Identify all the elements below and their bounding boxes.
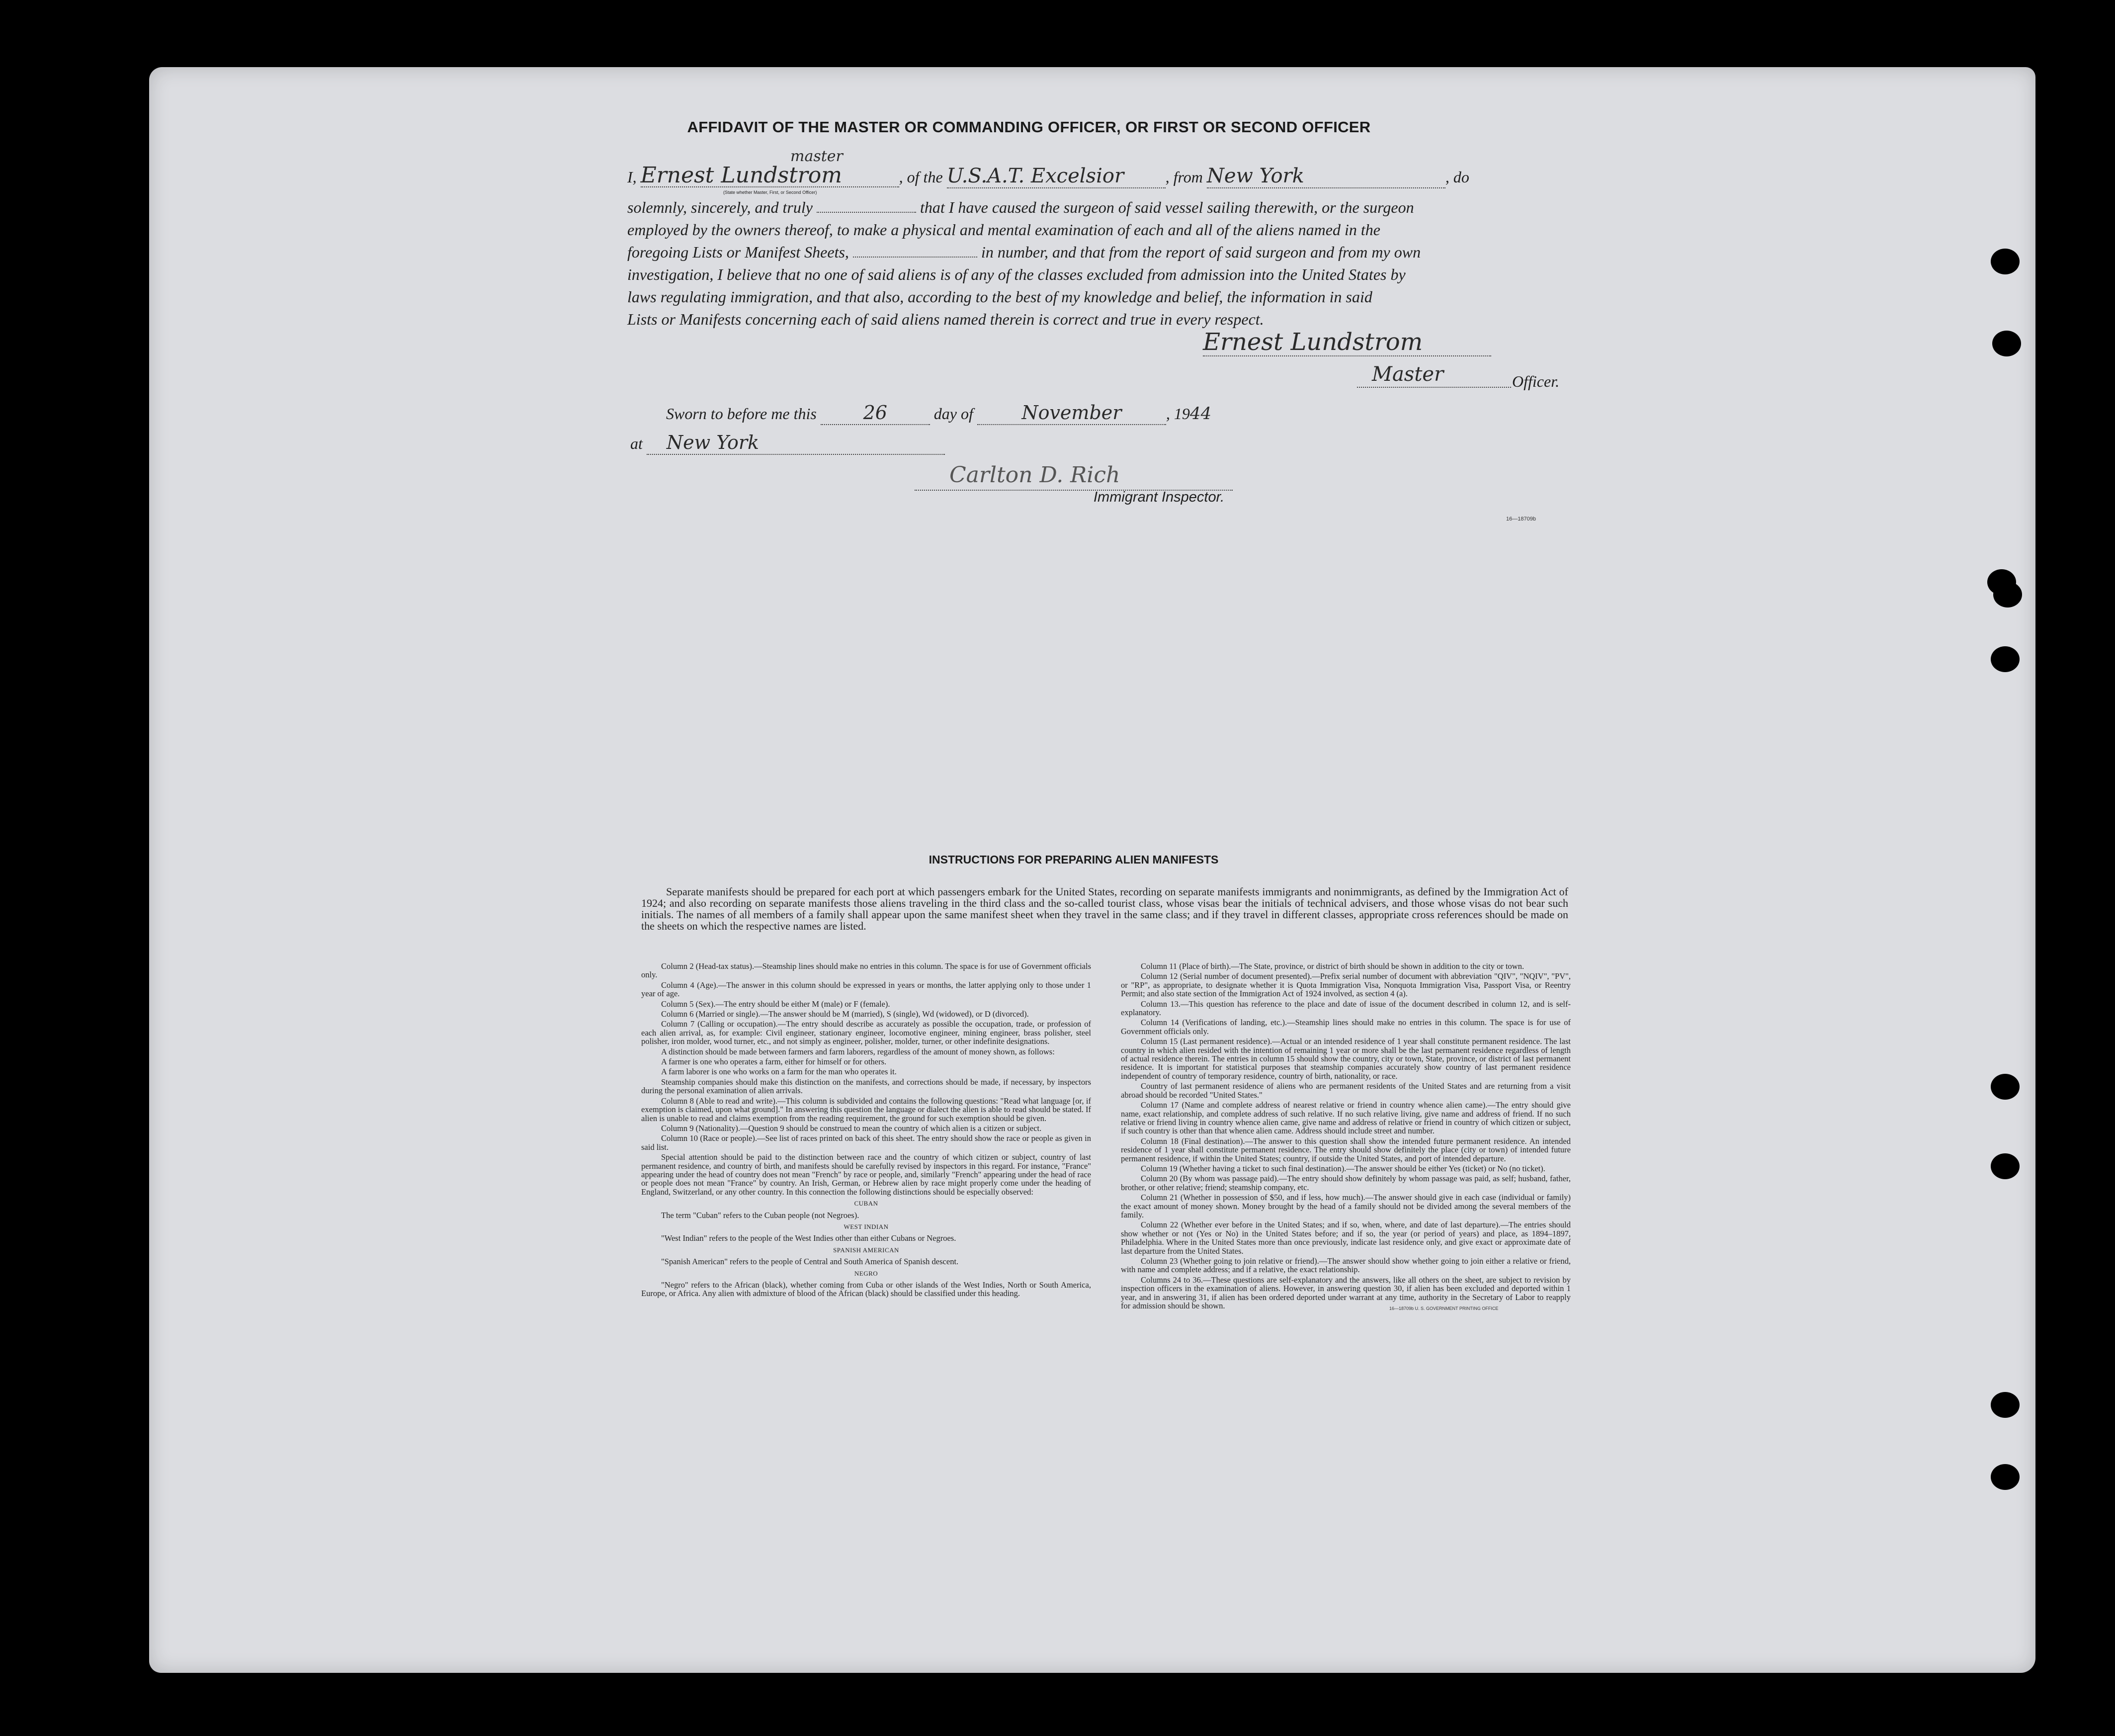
officer-title-handwritten: master (790, 148, 843, 165)
officer-line (1357, 387, 1511, 388)
instruction-paragraph: Column 12 (Serial number of document presented).—Prefix serial number of document with abbreviation "QIV", "NQIV", "PV", or "RP", as appropriate, to designate whether it is Quota Immigration Visa, Nonquota Immigration Visa, Passport Visa, or Reentry Permit; and also state section of the Immigration Act of 1924 involved, as section 4 (a). (1121, 971, 1571, 999)
punch-hole (1991, 1392, 2020, 1418)
cuban-definition: The term "Cuban" refers to the Cuban people (not Negroes). (661, 1210, 859, 1220)
instructions-left-column (641, 962, 1091, 1300)
blank-field (817, 212, 916, 213)
signature-title-handwritten: Master (1372, 363, 1444, 386)
instruction-paragraph: Column 14 (Verifications of landing, etc.).—Steamship lines should make no entries in this column. The space is for use of Government officials only. (1121, 1018, 1571, 1036)
west-indian-heading: WEST INDIAN (844, 1222, 889, 1230)
instruction-paragraph: Column 5 (Sex).—The entry should be either M (male) or F (female). (661, 999, 890, 1009)
instruction-paragraph: Column 20 (By whom was passage paid).—The entry should show definitely by whom passage was paid, as self; husband, father, brother, or other relative; friend; steamship company, etc. (1121, 1174, 1571, 1192)
instruction-paragraph: Column 13.—This question has reference to the place and date of issue of the document described in column 12, and is self-explanatory. (1121, 999, 1571, 1018)
sworn-day-field: 26 (821, 402, 930, 425)
punch-hole (1991, 1153, 2020, 1179)
vessel-name-field: U.S.A.T. Excelsior (947, 165, 1166, 188)
printing-office-footer: 16—18709b U. S. GOVERNMENT PRINTING OFFICE (1389, 1306, 1499, 1311)
negro-definition: "Negro" refers to the African (black), whether coming from Cuba or other islands of the West Indies, North or South America, Europe, or Africa. Any alien with admixture of blood of the African (black) should be classified under this heading. (641, 1280, 1091, 1299)
spanish-american-definition: "Spanish American" refers to the people of Central and South America of Spanish descent. (661, 1257, 959, 1267)
affidavit-title: AFFIDAVIT OF THE MASTER OR COMMANDING OFFICER, OR FIRST OR SECOND OFFICER (687, 118, 1371, 136)
signature-line (1203, 355, 1491, 356)
instruction-paragraph: Column 7 (Calling or occupation).—The entry should describe as accurately as possible the occupation, trade, or profession of each alien arrival, as, for example: Civil engineer, stationary engineer, locomotive engineer, mining engineer, brass polisher, steel polisher, iron molder, wood turner, etc., and not simply as engineer, polisher, molder, turner, or other indefinite designations. (641, 1019, 1091, 1046)
instruction-paragraph: Columns 24 to 36.—These questions are self-explanatory and the answers, like all others on the sheet, are subject to revision by inspection officers in the examination of aliens. However, in answering question 30, if alien has been excluded and deported within 1 year, and in answering 31, if alien has been ordered deported under warrant at any time, authority in the Secretary of Labor to reapply for admission should be shown. (1121, 1275, 1571, 1311)
sworn-label: Sworn to before me this (666, 405, 817, 423)
line2b: that I have caused the surgeon of said vessel sailing therewith, or the surgeon (920, 198, 1414, 216)
inspector-label: Immigrant Inspector. (1094, 489, 1225, 505)
affidavit-line-3: employed by the owners thereof, to make a physical and mental examination of each and all of the aliens named in the (627, 221, 1380, 239)
instruction-paragraph: Column 19 (Whether having a ticket to such final destination).—The answer should be either Yes (ticket) or No (no ticket). (1141, 1163, 1545, 1173)
instructions-title: INSTRUCTIONS FOR PREPARING ALIEN MANIFESTS (929, 853, 1219, 866)
instruction-paragraph: Column 8 (Able to read and write).—This column is subdivided and contains the following questions: "Read what language [or, if exemption is claimed, upon what ground]." In answering this question the language or dialect the alien is able to read should be stated. If alien is unable to read and claims exemption from the reading requirement, the ground for such exemption should be given. (641, 1096, 1091, 1123)
instructions-right-column (1121, 962, 1571, 1320)
affidavit-line-7: Lists or Manifests concerning each of said aliens named therein is correct and true in every respect. (627, 310, 1264, 328)
affidavit-line-4 (627, 241, 1421, 263)
affidavit-line-1 (627, 164, 1572, 188)
punch-hole (1992, 331, 2021, 356)
instructions-intro: Separate manifests should be prepared for each port at which passengers embark for the United States, recording on separate manifests immigrants and nonimmigrants, as defined by the Immigration Act of 1924; and also recording on separate manifests those aliens traveling in the third class and the so-called tourist class, whose visas bear the initials of technical advisers, and those whose visas do not bear such initials. The names of all members of a family shall appear upon the same manifest sheet when they travel in the same class; and if they travel in different classes, appropriate cross references should be made on the sheets on which the respective names are listed. (641, 885, 1568, 932)
instruction-paragraph: A farm laborer is one who works on a farm for the man who operates it. (661, 1067, 897, 1077)
affidavit-line-2 (627, 196, 1414, 219)
affidavit-line-5: investigation, I believe that no one of said aliens is of any of the classes excluded from admission into the United States by (627, 265, 1406, 283)
instruction-paragraph: A distinction should be made between farmers and farm laborers, regardless of the amount of money shown, as follows: (661, 1046, 1055, 1056)
from-label: , from (1165, 168, 1203, 186)
instruction-paragraph: Column 11 (Place of birth).—The State, province, or district of birth should be shown in addition to the city or town. (1141, 961, 1524, 971)
departure-port-field: New York (1207, 165, 1445, 188)
instruction-paragraph: Column 22 (Whether ever before in the United States; and if so, when, where, and date of last departure).—The entries should show whether or not (Yes or No) in the United States before; and if so, the year (or period of years) and place, as 1894–1897, Philadelphia. Where in the United States more than once previously, indicate last residence only, and give exact or approximate date of last departure from the United States. (1121, 1220, 1571, 1256)
instruction-paragraph: Special attention should be paid to the distinction between race and the country of which citizen or subject, country of last permanent residence, and country of birth, and manifests should be carefully revised by inspectors in this regard. For instance, "France" appearing under the head of country does not mean "French" by race or people, and, similarly "French" appearing under the head of race or people does not mean "France" by country. An Irish, German, or Hebrew alien by race might properly come under the heading of England, Switzerland, or any other country. In this connection the following distinctions should be especially observed: (641, 1152, 1091, 1197)
instruction-paragraph: Column 4 (Age).—The answer in this column should be expressed in years or months, the latter applying only to those under 1 year of age. (641, 980, 1091, 999)
instruction-paragraph: Column 15 (Last permanent residence).—Actual or an intended residence of 1 year shall constitute permanent residence. The last country in which alien resided with the intention of remaining 1 year or more shall be the last permanent residence regardless of length of actual residence therein. The entries in column 15 should show the country, city or town, State, province, or district of last permanent residence. It is important for statistical purposes that steamship companies accurately show country of last permanent residence independent of country of temporary residence, country of birth, nationality, or race. (1121, 1037, 1571, 1081)
spanish-american-heading: SPANISH AMERICAN (833, 1246, 899, 1254)
instruction-paragraph: Column 2 (Head-tax status).—Steamship lines should make no entries in this column. The space is for use of Government officials only. (641, 961, 1091, 980)
punch-hole (1991, 1464, 2020, 1490)
officer-label: Officer. (1512, 372, 1560, 390)
sworn-line (666, 402, 1211, 425)
master-signature: Ernest Lundstrom (1203, 328, 1423, 356)
instruction-paragraph: Column 17 (Name and complete address of nearest relative or friend in country whence alien came).—The entry should give name, exact relationship, and complete address of such relative. If no such relative living, give name and address of friend. If no such relative or friend living in country whence alien came, give name and address of relative or friend in country of which citizen or subject, if such country is other than that whence alien came. Address should include street and number. (1121, 1100, 1571, 1136)
at-line (630, 432, 945, 455)
instruction-paragraph: Column 9 (Nationality).—Question 9 should be construed to mean the country of which alien is a citizen or subject. (661, 1123, 1042, 1133)
line4a: foregoing Lists or Manifest Sheets, (627, 243, 849, 261)
officer-name-field: Ernest Lundstrom (641, 164, 899, 187)
line2a: solemnly, sincerely, and truly (627, 198, 813, 216)
instruction-paragraph: Column 21 (Whether in possession of $50, and if less, how much).—The answer should give in each case (individual or family) the exact amount of money shown. Money brought by the head of a family should not be divided among the several members of the family. (1121, 1193, 1571, 1219)
day-of-label: day of (933, 405, 973, 423)
of-the-label: , of the (899, 168, 943, 186)
west-indian-definition: "West Indian" refers to the people of the West Indies other than either Cubans or Negroes. (661, 1233, 956, 1243)
number-of-aliens-field (853, 257, 977, 258)
line4b: in number, and that from the report of said surgeon and from my own (981, 243, 1421, 261)
inspector-signature: Carlton D. Rich (949, 462, 1120, 488)
instruction-paragraph: Column 23 (Whether going to join relative or friend).—The answer should show whether going to join either a relative or friend, with name and complete address; and if a relative, the exact relationship. (1121, 1256, 1571, 1275)
instruction-paragraph: Country of last permanent residence of aliens who are permanent residents of the United States and are returning from a visit abroad should be recorded "United States." (1121, 1081, 1571, 1100)
instruction-paragraph: Column 18 (Final destination).—The answer to this question shall show the intended future permanent residence. An intended residence of 1 year shall constitute permanent residence. The entry should show definitely the place (city or town) of intended future permanent residence, if within the United States; country, if outside the United States, and port of intended departure. (1121, 1136, 1571, 1163)
instruction-paragraph: Column 6 (Married or single).—The answer should be M (married), S (single), Wd (widowed), or D (divorced). (661, 1009, 1029, 1019)
at-label: at (630, 434, 643, 452)
sworn-place-field: New York (647, 432, 945, 455)
do-label: , do (1445, 168, 1469, 186)
year-prefix: , 19 (1166, 405, 1190, 423)
sworn-month-field: November (977, 402, 1166, 425)
state-whether-note: (State whether Master, First, or Second Officer) (723, 190, 817, 195)
year-suffix: 44 (1189, 404, 1212, 424)
punch-hole (1993, 582, 2022, 608)
negro-heading: NEGRO (854, 1269, 878, 1277)
punch-hole (1991, 646, 2020, 672)
punch-hole (1991, 249, 2020, 274)
punch-hole (1991, 1074, 2020, 1100)
affidavit-line-6: laws regulating immigration, and that also, according to the best of my knowledge and belief, the information in said (627, 288, 1372, 306)
cuban-heading: CUBAN (854, 1200, 878, 1208)
form-number: 16—18709b (1506, 516, 1536, 522)
instruction-paragraph: Column 10 (Race or people).—See list of races printed on back of this sheet. The entry should show the race or people as given in said list. (641, 1133, 1091, 1152)
instruction-paragraph: A farmer is one who operates a farm, either for himself or for others. (661, 1057, 887, 1067)
i-label: I, (627, 168, 637, 186)
instruction-paragraph: Steamship companies should make this distinction on the manifests, and corrections should be made, if necessary, by inspectors during the personal examination of alien arrivals. (641, 1077, 1091, 1096)
